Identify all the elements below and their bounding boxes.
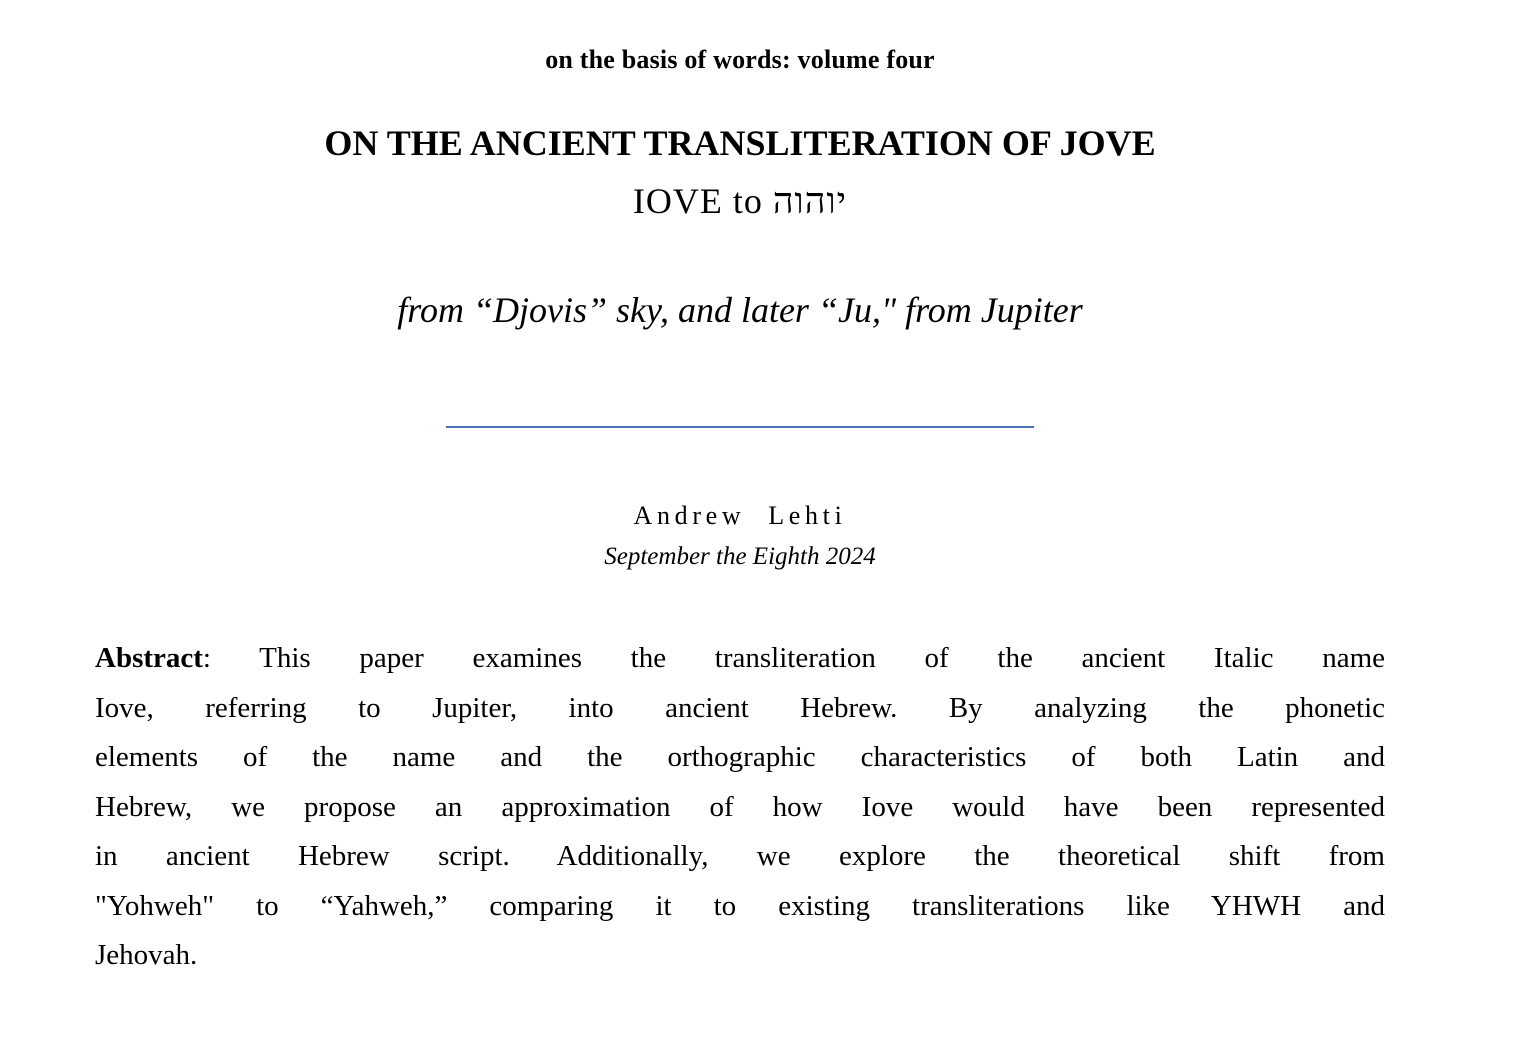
epigraph-line: from “Djovis” sky, and later “Ju," from Jupiter bbox=[397, 290, 1083, 330]
abstract-line-text: : This paper examines the transliteration of the ancient Italic name bbox=[202, 642, 1385, 674]
abstract-line: elements of the name and the orthographic characteristics of both Latin and bbox=[95, 741, 1385, 773]
abstract-line: Jehovah. bbox=[95, 939, 198, 971]
abstract-line bbox=[95, 634, 1385, 684]
abstract-line: in ancient Hebrew script. Additionally, we explore the theoretical shift from bbox=[95, 840, 1385, 872]
divider-rule bbox=[446, 426, 1034, 428]
paper-date: September the Eighth 2024 bbox=[604, 543, 876, 570]
paper-content bbox=[95, 44, 1385, 981]
paper-title: ON THE ANCIENT TRANSLITERATION OF JOVE bbox=[324, 123, 1156, 163]
abstract-line: "Yohweh" to “Yahweh,” comparing it to existing transliterations like YHWH and bbox=[95, 889, 1385, 922]
abstract-label: Abstract bbox=[95, 642, 203, 674]
abstract-line: Iove, referring to Jupiter, into ancient Hebrew. By analyzing the phonetic bbox=[95, 691, 1385, 724]
series-heading: on the basis of words: volume four bbox=[545, 45, 935, 74]
author-name: Andrew Lehti bbox=[633, 501, 847, 530]
paper-subtitle: IOVE to יוהוה bbox=[632, 181, 848, 221]
abstract-block bbox=[95, 634, 1385, 981]
abstract-line: Hebrew, we propose an approximation of how Iove would have been represented bbox=[95, 790, 1385, 823]
